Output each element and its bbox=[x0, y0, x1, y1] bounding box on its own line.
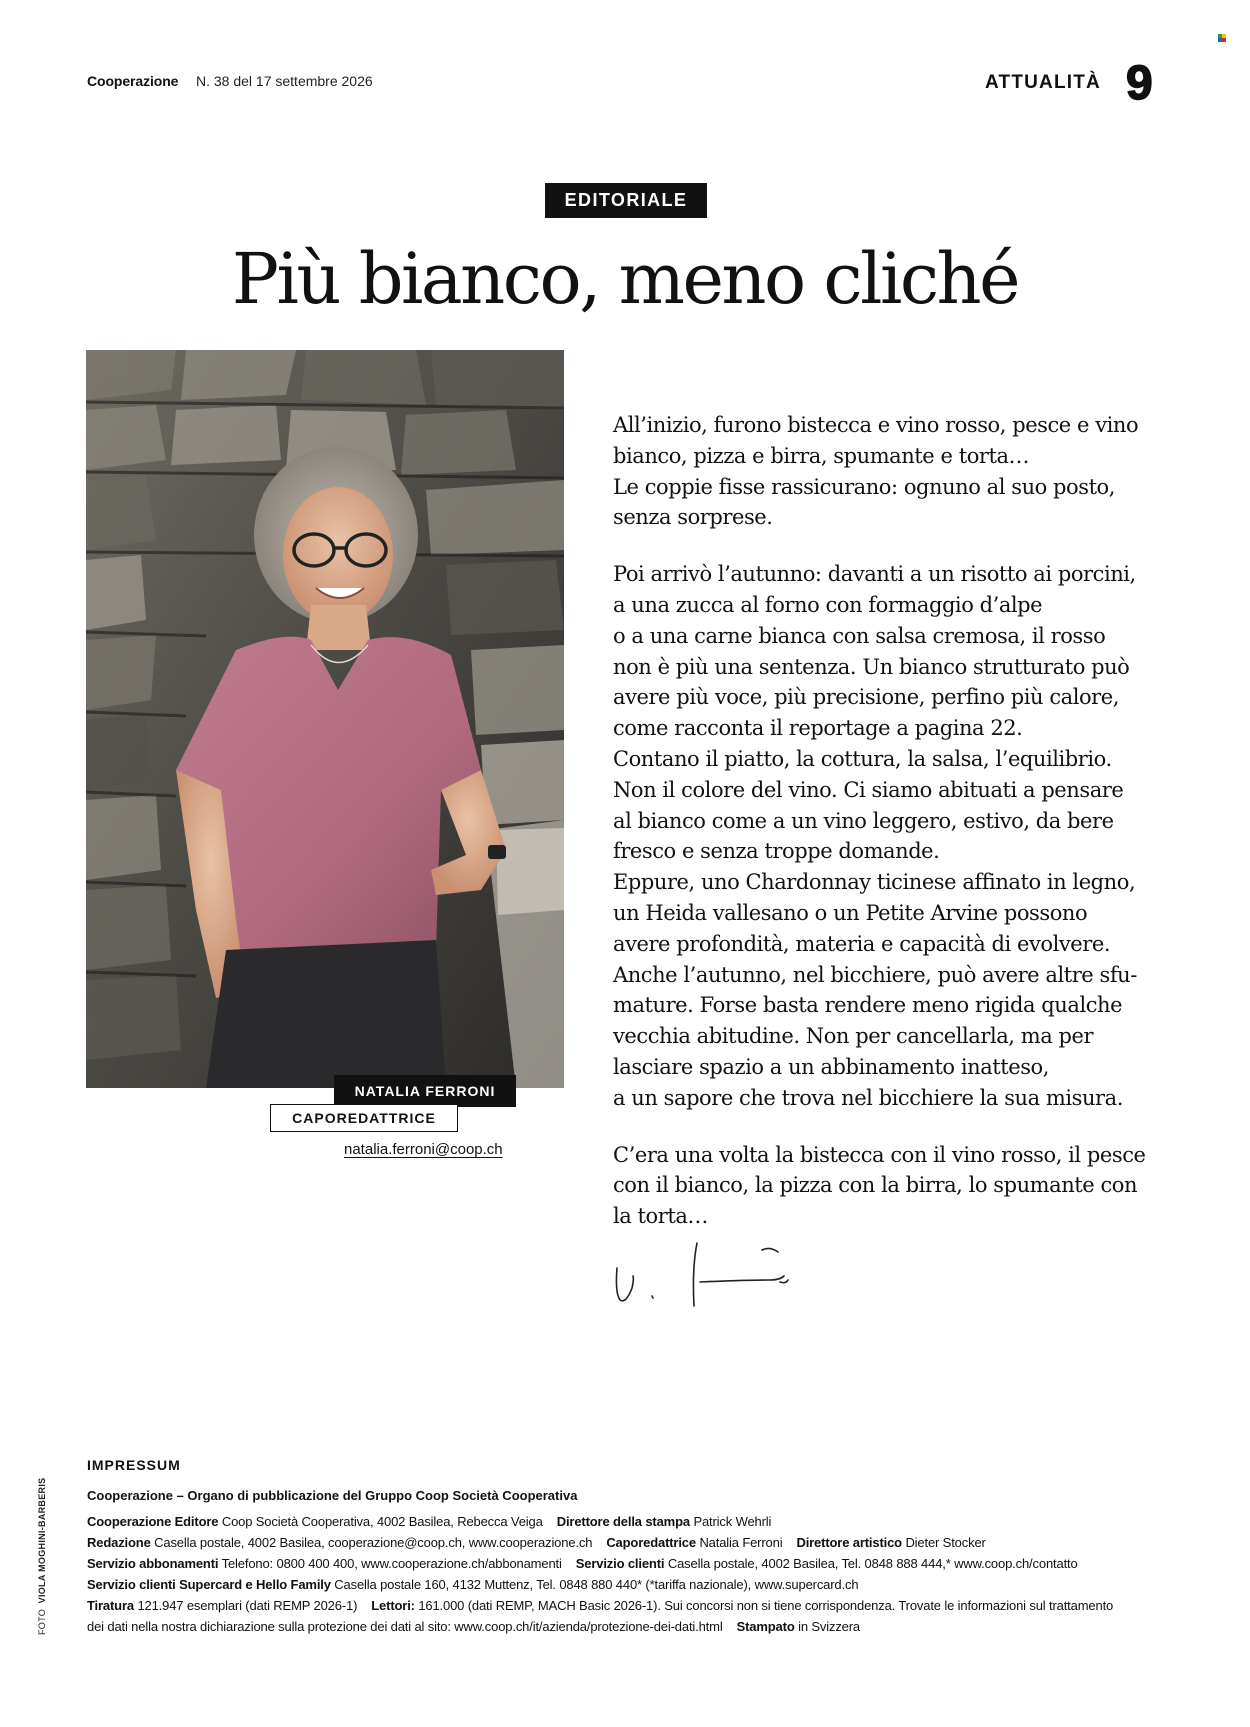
impressum-label: Direttore della stampa bbox=[556, 1514, 690, 1529]
impressum-label: Servizio clienti Supercard e Hello Family bbox=[87, 1577, 331, 1592]
kicker-label: EDITORIALE bbox=[545, 183, 707, 218]
impressum-text: 121.947 esemplari (dati REMP 2026-1) bbox=[137, 1598, 358, 1613]
photo-credit-label: FOTO bbox=[37, 1608, 47, 1635]
photo-credit bbox=[37, 1478, 47, 1635]
impressum-label: Lettori: bbox=[371, 1598, 415, 1613]
impressum-label: Servizio abbonamenti bbox=[87, 1556, 219, 1571]
impressum-text: Natalia Ferroni bbox=[699, 1535, 783, 1550]
impressum-line bbox=[87, 1616, 1207, 1637]
registration-color-mark-icon bbox=[1218, 34, 1226, 42]
impressum-text: Casella postale 160, 4132 Muttenz, Tel. 0848 880 440* (*tariffa nazionale), www.supercard.ch bbox=[334, 1577, 859, 1592]
page-title: Più bianco, meno cliché bbox=[231, 238, 1019, 320]
impressum-text: Telefono: 0800 400 400, www.cooperazione.ch/abbonamenti bbox=[221, 1556, 562, 1571]
impressum-line bbox=[87, 1553, 1207, 1574]
article-paragraph-1: All’inizio, furono bistecca e vino rosso, pesce e vino bianco, pizza e birra, spumante e torta… Le coppie fisse rassicurano: ognuno al suo posto, senza sorprese. bbox=[613, 413, 1139, 530]
impressum-label: Redazione bbox=[87, 1535, 151, 1550]
impressum-line bbox=[87, 1532, 1207, 1553]
article-body bbox=[613, 410, 1153, 1258]
impressum-text: Casella postale, 4002 Basilea, cooperazione@coop.ch, www.cooperazione.ch bbox=[154, 1535, 593, 1550]
photo-credit-name: VIOLA MOGHINI-BARBERIS bbox=[37, 1477, 47, 1604]
impressum-label: Cooperazione Editore bbox=[87, 1514, 219, 1529]
author-name-badge: NATALIA FERRONI bbox=[334, 1075, 516, 1107]
section-name: ATTUALITÀ bbox=[985, 72, 1101, 93]
page-number: 9 bbox=[1126, 57, 1153, 110]
impressum-text: Dieter Stocker bbox=[905, 1535, 986, 1550]
impressum-label: Caporedattrice bbox=[606, 1535, 696, 1550]
impressum-text: Casella postale, 4002 Basilea, Tel. 0848 888 444,* www.coop.ch/contatto bbox=[667, 1556, 1078, 1571]
impressum-label: Tiratura bbox=[87, 1598, 134, 1613]
article-paragraph-3: C’era una volta la bistecca con il vino rosso, il pesce con il bianco, la pizza con la birra, lo spumante con la torta… bbox=[613, 1142, 1146, 1229]
impressum-text: in Svizzera bbox=[798, 1619, 861, 1634]
impressum-line bbox=[87, 1595, 1207, 1616]
impressum-text: Coop Società Cooperativa, 4002 Basilea, Rebecca Veiga bbox=[221, 1514, 543, 1529]
impressum-title: IMPRESSUM bbox=[87, 1457, 181, 1473]
article-paragraph-2: Poi arrivò l’autunno: davanti a un risotto ai porcini, a una zucca al forno con formaggio d’alpe o a una carne bianca con salsa cremosa, il rosso non è più una sentenza. Un bianco strutturato può avere più voce, più precisione, perfino più calore, come racconta il reportage a pagina 22. Contano il piatto, la cottura, la salsa, l’equilibrio. Non il colore del vino. Ci siamo abituati a pensare al bianco come a un vino leggero, estivo, da bere fresco e senza troppe domande. Eppure, uno Chardonnay ticinese affinato in legno, un Heida vallesano o un Petite Arvine possono avere profondità, materia e capacità di evolvere. Anche l’autunno, nel bicchiere, può avere altre sfu- mature. Forse basta rendere meno rigida qualche vecchia abitudine. Non per cancellarla, ma per lasciare spazio a un abbinamento inatteso, a un sapore che trova nel bicchiere la sua misura. bbox=[613, 562, 1137, 1110]
issue-date: N. 38 del 17 settembre 2026 bbox=[196, 73, 373, 89]
impressum-line bbox=[87, 1511, 1207, 1532]
author-role-badge: CAPOREDATTRICE bbox=[270, 1104, 458, 1132]
impressum-text: Patrick Wehrli bbox=[693, 1514, 772, 1529]
publication-name: Cooperazione bbox=[87, 73, 179, 89]
impressum-label: Servizio clienti bbox=[575, 1556, 665, 1571]
impressum-line bbox=[87, 1574, 1207, 1595]
impressum-organ: Cooperazione – Organo di pubblicazione del Gruppo Coop Società Cooperativa bbox=[87, 1488, 578, 1503]
impressum-text: 161.000 (dati REMP, MACH Basic 2026-1). Sui concorsi non si tiene corrispondenza. Trovate le informazioni sul trattamento bbox=[418, 1598, 1114, 1613]
impressum bbox=[87, 1455, 1207, 1637]
author-email-link[interactable]: natalia.ferroni@coop.ch bbox=[344, 1141, 503, 1158]
handwritten-signature-icon bbox=[612, 1238, 802, 1308]
impressum-label: Stampato bbox=[736, 1619, 795, 1634]
author-photo bbox=[86, 350, 564, 1088]
impressum-text: dei dati nella nostra dichiarazione sulla protezione dei dati al sito: www.coop.ch/it/azienda/protezione-dei-dati.html bbox=[87, 1619, 723, 1634]
impressum-label: Direttore artistico bbox=[796, 1535, 902, 1550]
